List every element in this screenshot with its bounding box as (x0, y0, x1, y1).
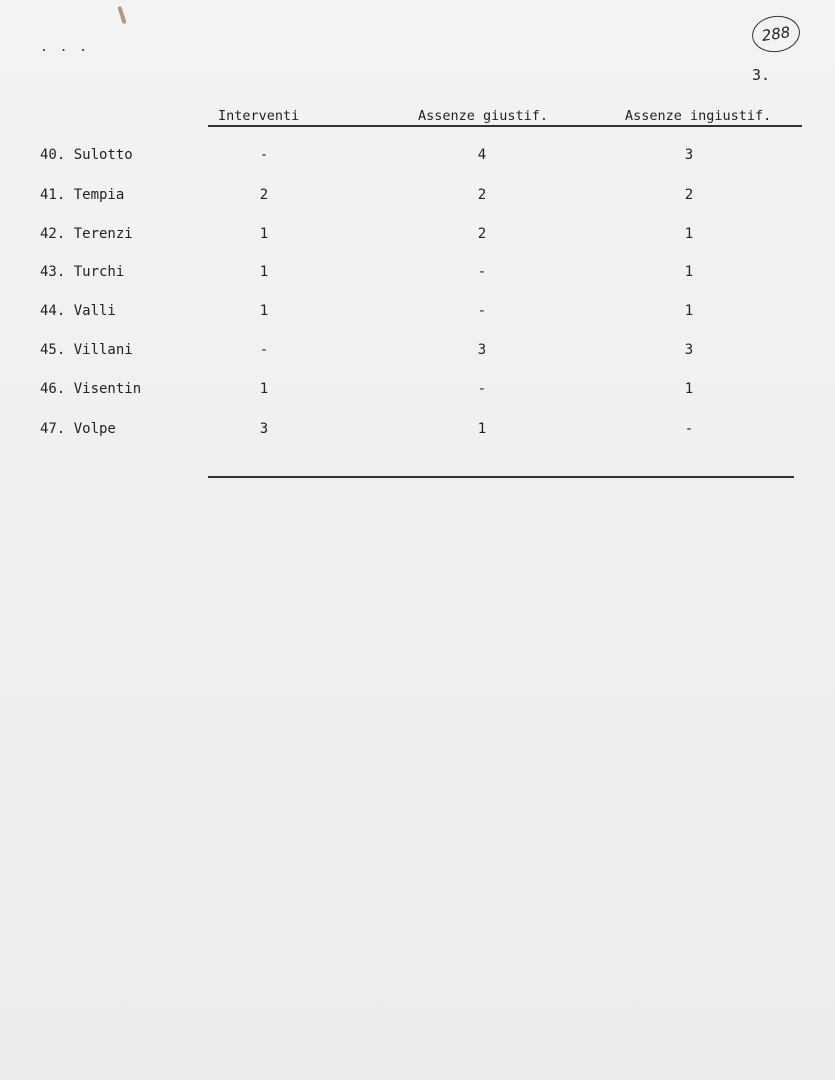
column-header-assenze-giustificate: Assenze giustif. (418, 108, 549, 124)
table-cell: 2 (477, 187, 487, 203)
table-cell: 1 (684, 226, 694, 242)
corner-mark: . . . (40, 40, 90, 55)
table-bottom-rule (208, 476, 794, 478)
archive-number-stamp: 288 (750, 13, 803, 55)
table-cell: 3 (259, 421, 269, 437)
table-cell: 1 (259, 226, 269, 242)
table-row-label: 45. Villani (40, 342, 133, 358)
column-header-assenze-ingiustificate: Assenze ingiustif. (625, 108, 772, 124)
table-cell: 2 (684, 187, 694, 203)
table-row-label: 42. Terenzi (40, 226, 133, 242)
page-number: 3. (752, 66, 771, 84)
table-cell: 1 (684, 381, 694, 397)
table-cell: 1 (259, 381, 269, 397)
table-row-label: 47. Volpe (40, 421, 116, 437)
table-cell: 2 (477, 226, 487, 242)
table-cell: 1 (684, 264, 694, 280)
table-cell: - (477, 381, 487, 397)
table-cell: - (477, 264, 487, 280)
table-cell: 2 (259, 187, 269, 203)
column-header-interventi: Interventi (218, 108, 300, 124)
scan-stain (117, 6, 126, 24)
table-cell: - (684, 421, 694, 437)
table-cell: - (477, 303, 487, 319)
table-row-label: 40. Sulotto (40, 147, 133, 163)
table-cell: 1 (477, 421, 487, 437)
header-underline (208, 125, 802, 127)
table-cell: 3 (684, 342, 694, 358)
table-row-label: 43. Turchi (40, 264, 125, 280)
table-cell: 1 (259, 264, 269, 280)
table-cell: 3 (477, 342, 487, 358)
table-row-label: 46. Visentin (40, 381, 142, 397)
table-row-label: 44. Valli (40, 303, 116, 319)
table-cell: 3 (684, 147, 694, 163)
table-cell: 1 (684, 303, 694, 319)
table-cell: 1 (259, 303, 269, 319)
table-cell: - (259, 147, 269, 163)
table-row-label: 41. Tempia (40, 187, 125, 203)
table-cell: - (259, 342, 269, 358)
table-cell: 4 (477, 147, 487, 163)
